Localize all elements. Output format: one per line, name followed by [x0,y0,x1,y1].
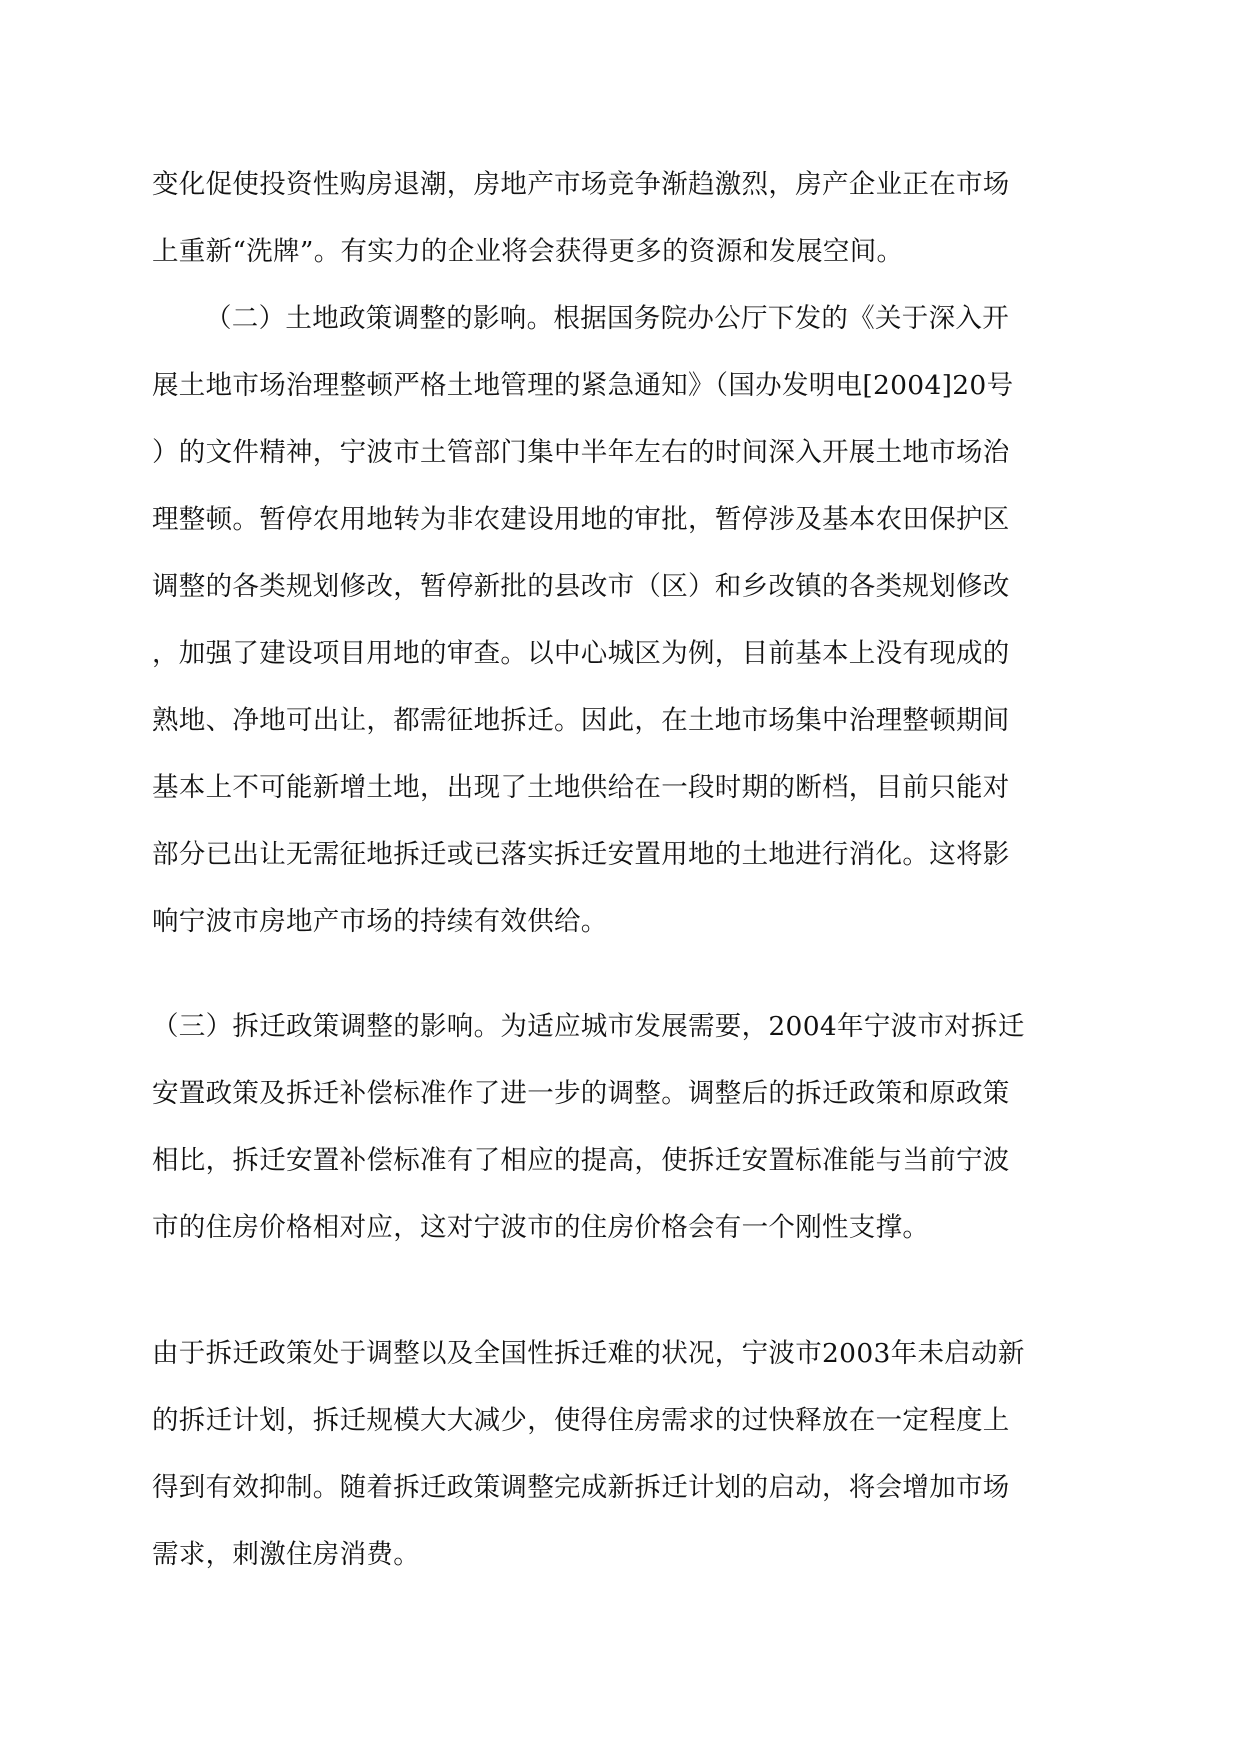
paragraph-investment-withdrawal [152,151,1092,285]
text-line: 上重新“洗牌”。有实力的企业将会获得更多的资源和发展空间。 [152,236,904,267]
text-line: ）的文件精神，宁波市土管部门集中半年左右的时间深入开展土地市场治 [152,437,1010,468]
text-line: （二）土地政策调整的影响。根据国务院办公厅下发的《关于深入开 [205,303,1009,334]
text-line: 部分已出让无需征地拆迁或已落实拆迁安置用地的土地进行消化。这将影 [152,839,1010,870]
paragraph-relocation-demand [152,1320,1092,1588]
text-line: 响宁波市房地产市场的持续有效供给。 [152,906,608,937]
text-line: 调整的各类规划修改，暂停新批的县改市（区）和乡改镇的各类规划修改 [152,571,1010,602]
text-line: 熟地、净地可出让，都需征地拆迁。因此，在土地市场集中治理整顿期间 [152,705,1010,736]
text-line: 的拆迁计划，拆迁规模大大减少，使得住房需求的过快释放在一定程度上 [152,1405,1010,1436]
text-line: 得到有效抑制。随着拆迁政策调整完成新拆迁计划的启动，将会增加市场 [152,1472,1010,1503]
text-line: 相比，拆迁安置补偿标准有了相应的提高，使拆迁安置标准能与当前宁波 [152,1145,1010,1176]
text-line: 展土地市场治理整顿严格土地管理的紧急通知》（国办发明电[2004]20号 [152,370,1014,401]
paragraph-relocation-policy [152,993,1092,1261]
text-line: 理整顿。暂停农用地转为非农建设用地的审批，暂停涉及基本农田保护区 [152,504,1010,535]
text-line: 需求，刺激住房消费。 [152,1539,420,1570]
text-line: 由于拆迁政策处于调整以及全国性拆迁难的状况，宁波市2003年未启动新 [152,1338,1025,1369]
text-line: ，加强了建设项目用地的审查。以中心城区为例，目前基本上没有现成的 [152,638,1010,669]
paragraph-land-policy [152,285,1092,955]
text-line: （三）拆迁政策调整的影响。为适应城市发展需要，2004年宁波市对拆迁 [152,1011,1025,1042]
text-line: 安置政策及拆迁补偿标准作了进一步的调整。调整后的拆迁政策和原政策 [152,1078,1010,1109]
text-line: 市的住房价格相对应，这对宁波市的住房价格会有一个刚性支撑。 [152,1212,930,1243]
text-line: 基本上不可能新增土地，出现了土地供给在一段时期的断档，目前只能对 [152,772,1010,803]
text-line: 变化促使投资性购房退潮，房地产市场竞争渐趋激烈，房产企业正在市场 [152,169,1010,200]
